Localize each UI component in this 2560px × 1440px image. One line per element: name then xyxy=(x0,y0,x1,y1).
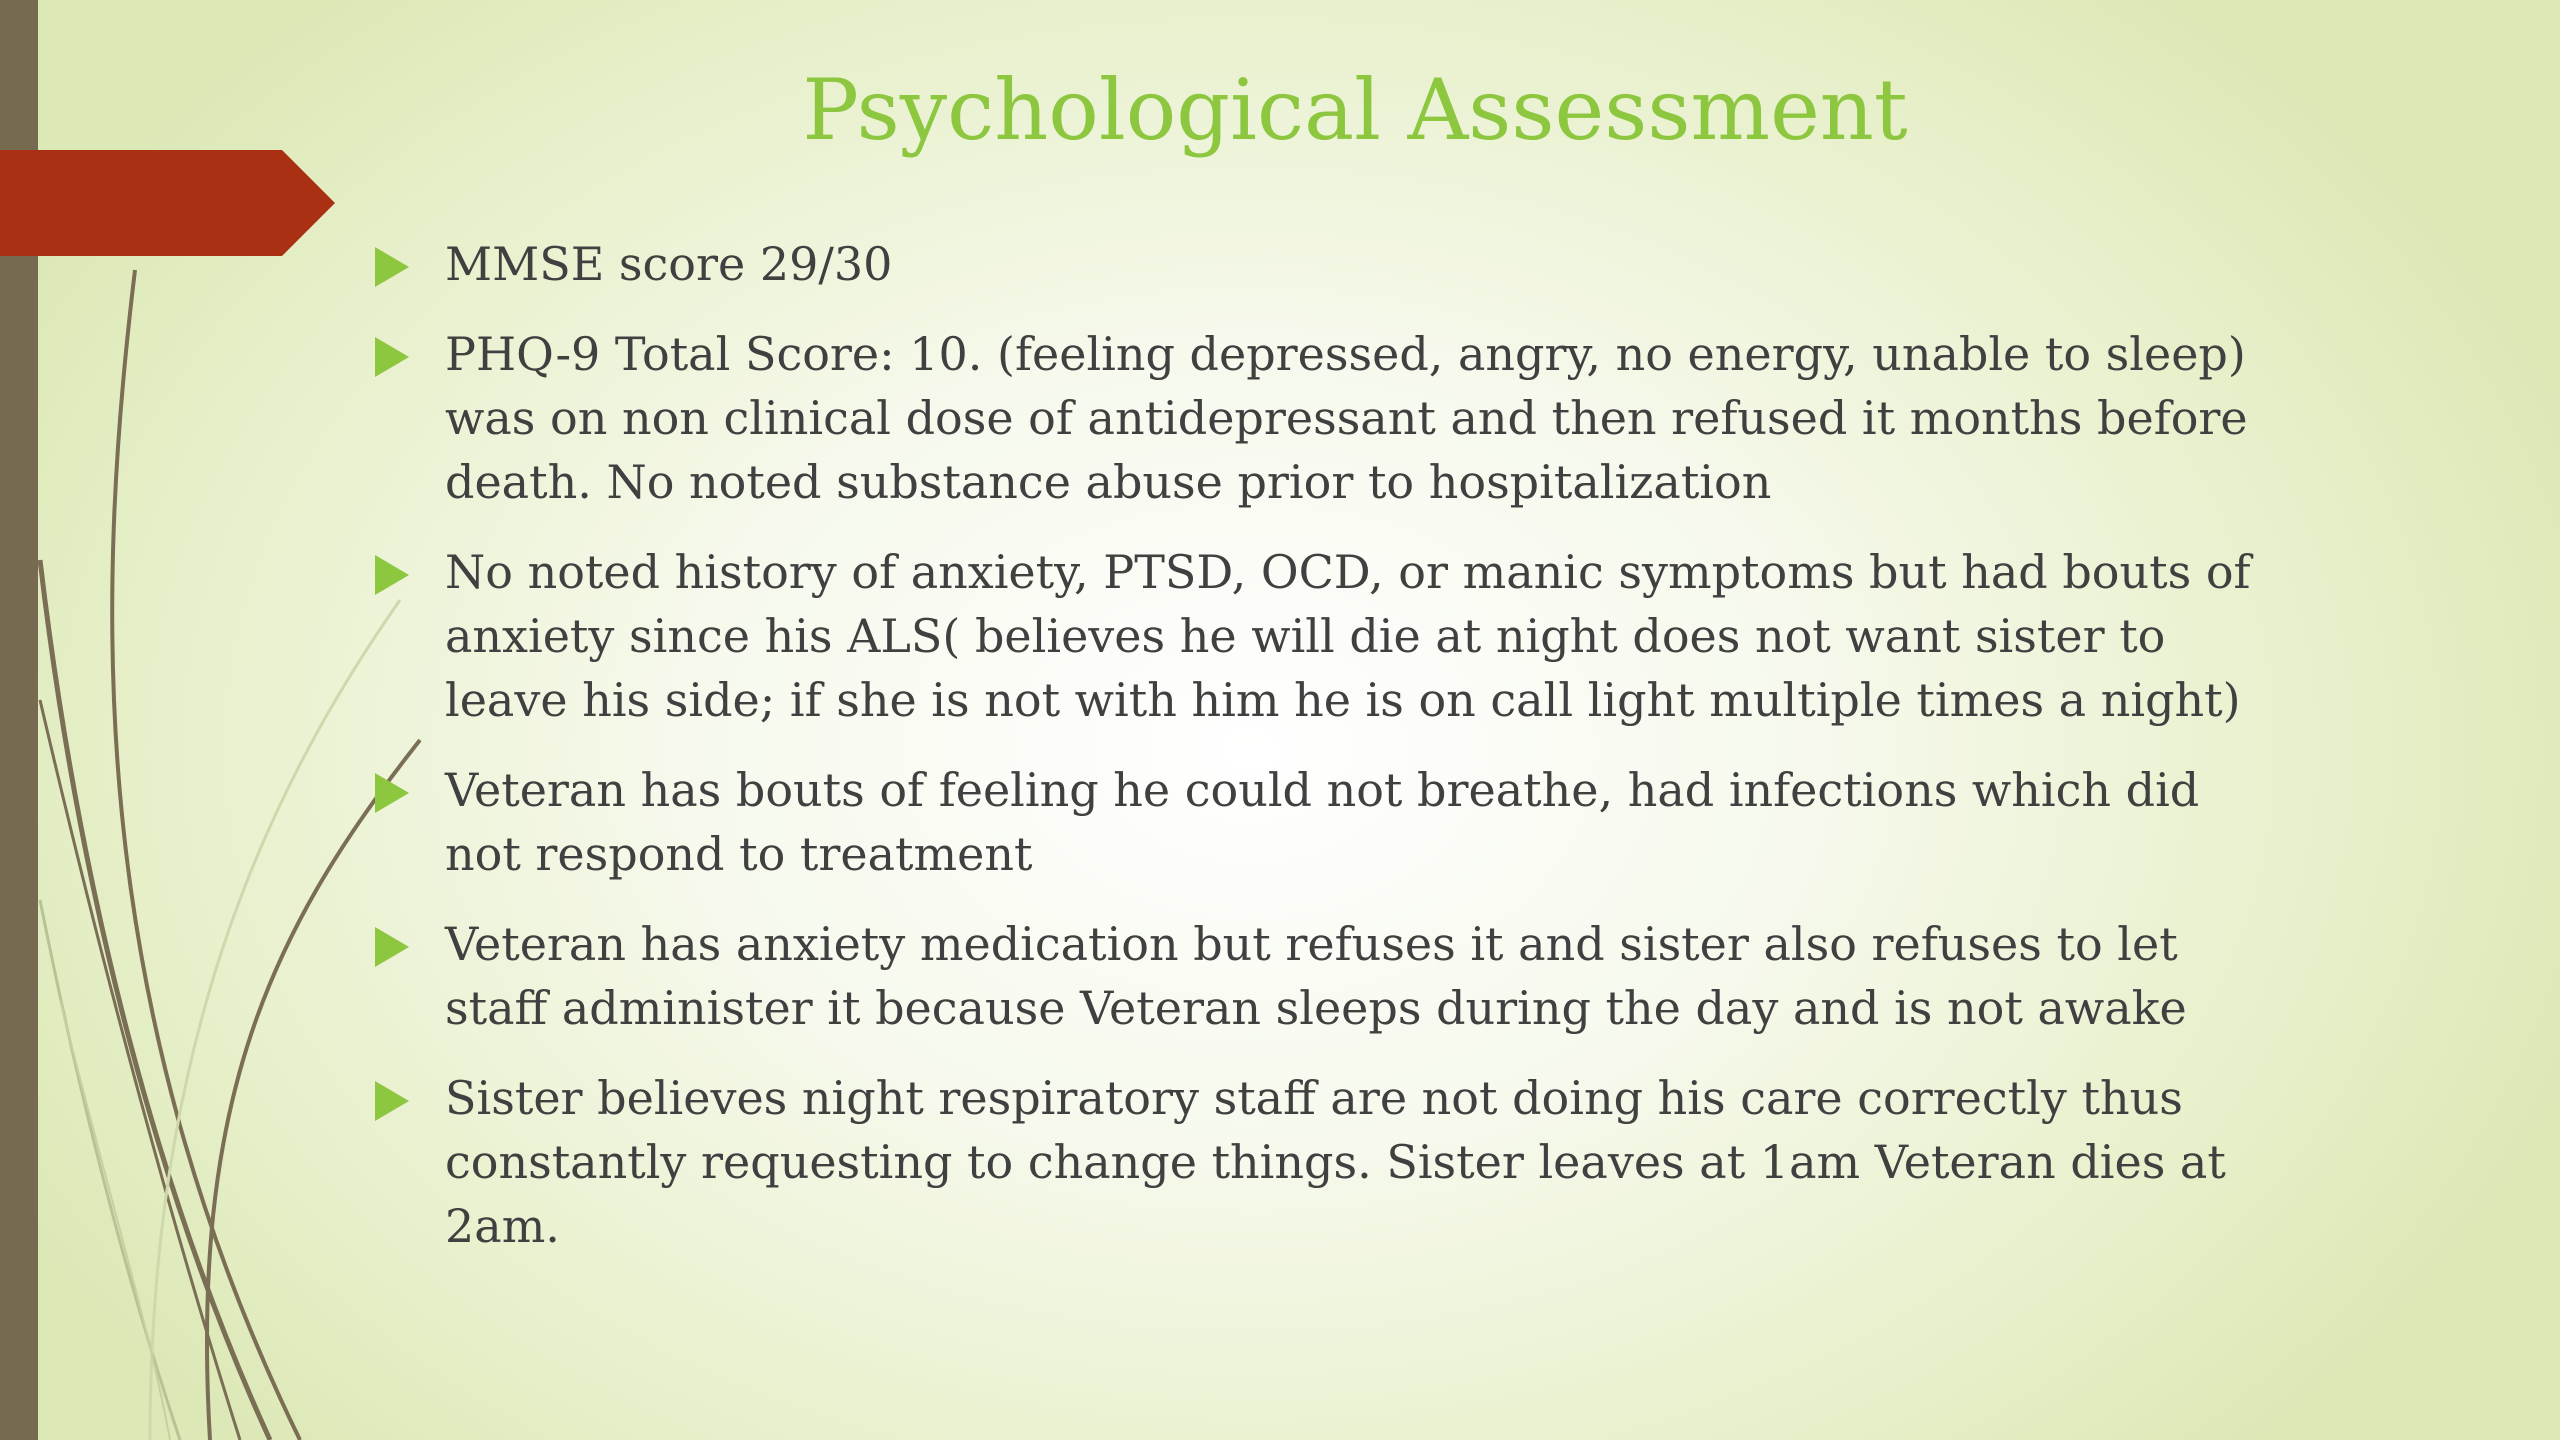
bullet-text: No noted history of anxiety, PTSD, OCD, or manic symptoms but had bouts of anxiety since his ALS( believes he will die at night does not want sister to leave his side; if she is not with him he is on call light multiple times a night) xyxy=(445,545,2251,727)
triangle-right-icon xyxy=(375,1081,409,1121)
bullet-text: Veteran has bouts of feeling he could not breathe, had infections which did not respond to treatment xyxy=(445,763,2200,881)
bullet-text: MMSE score 29/30 xyxy=(445,237,893,291)
triangle-right-icon xyxy=(375,337,409,377)
bullet-item xyxy=(375,540,2275,732)
bullet-list xyxy=(375,232,2275,1284)
bullet-item xyxy=(375,232,2275,296)
bullet-text: PHQ-9 Total Score: 10. (feeling depressed, angry, no energy, unable to sleep) was on non clinical dose of antidepressant and then refused it months before death. No noted substance abuse prior to hospitalization xyxy=(445,327,2248,509)
red-arrow-tab xyxy=(0,150,335,256)
bullet-item xyxy=(375,912,2275,1040)
bullet-item xyxy=(375,322,2275,514)
triangle-right-icon xyxy=(375,247,409,287)
slide-title: Psychological Assessment xyxy=(802,61,1908,159)
bullet-item xyxy=(375,1066,2275,1258)
triangle-right-icon xyxy=(375,555,409,595)
triangle-right-icon xyxy=(375,927,409,967)
bullet-text: Veteran has anxiety medication but refuses it and sister also refuses to let staff administer it because Veteran sleeps during the day and is not awake xyxy=(445,917,2187,1035)
triangle-right-icon xyxy=(375,773,409,813)
bullet-item xyxy=(375,758,2275,886)
bullet-text: Sister believes night respiratory staff are not doing his care correctly thus constantly requesting to change things. Sister leaves at 1am Veteran dies at 2am. xyxy=(445,1071,2226,1253)
